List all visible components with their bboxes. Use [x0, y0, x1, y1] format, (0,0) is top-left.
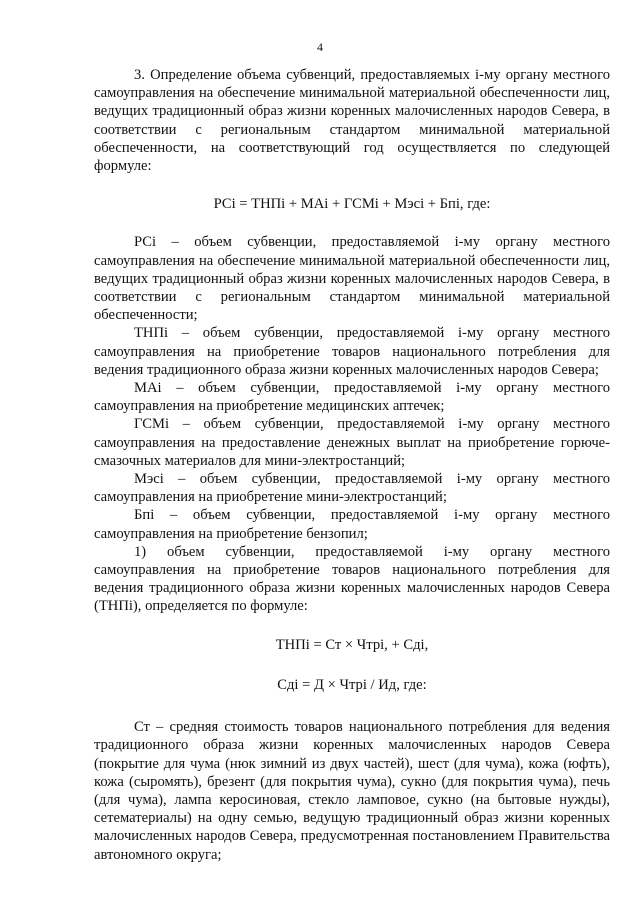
intro-paragraph: 3. Определение объема субвенций, предоставляемых i-му органу местного самоуправления на обеспечение минимальной материальной обеспеченности лиц, ведущих традиционный образ жизни коренных малочисленных народов Севера, в соответствии с региональным стандартом минимальной материальной обеспеченности, на соответствующий год осуществляется по следующей формуле:: [94, 67, 610, 175]
definition-bp: Бпi – объем субвенции, предоставляемой i-му органу местного самоуправления на приобретение бензопил;: [94, 507, 610, 542]
document-body: [94, 66, 610, 864]
formula-tnp: ТНПi = Ст × Чтрi, + Сдi,: [275, 636, 429, 653]
formula-main: РСi = ТНПi + МАi + ГСМi + Мэсi + Бпi, где:: [213, 196, 491, 213]
definition-mes: Мэсi – объем субвенции, предоставляемой i-му органу местного самоуправления на приобретение мини-электростанций;: [94, 471, 610, 506]
definition-rs: РСi – объем субвенции, предоставляемой i-му органу местного самоуправления на обеспечение минимальной материальной обеспеченности лиц, ведущих традиционный образ жизни коренных малочисленных народов Севера, в соответствии с региональным стандартом минимальной материальной обеспеченности;: [94, 234, 610, 324]
definition-gsm: ГСМi – объем субвенции, предоставляемой i-му органу местного самоуправления на предоставление денежных выплат на приобретение горюче-смазочных материалов для мини-электростанций;: [94, 416, 610, 469]
page-number: 4: [317, 40, 323, 54]
definition-st: Ст – средняя стоимость товаров национального потребления для ведения традиционного образа жизни коренных малочисленных народов Севера (покрытие для чума (нюк зимний из двух частей), шест (для чума), кожа (юфть), кожа (сыромять), брезент (для покрытия чума), сукно (для покрытия чума), печь (для чума), лампа керосиновая, стекло ламповое, сукно (на бытовые нужды), сетематериалы) на одну семью, ведущую традиционный образ жизни коренных малочисленных народов Севера, предусмотренная постановлением Правительства автономного округа;: [94, 719, 610, 863]
item-1-paragraph: 1) объем субвенции, предоставляемой i-му органу местного самоуправления на приобретение товаров национального потребления для ведения традиционного образа жизни коренных малочисленных народов Севера (ТНПi), определяется по формуле:: [94, 543, 610, 615]
definition-tnp: ТНПi – объем субвенции, предоставляемой i-му органу местного самоуправления на приобретение товаров национального потребления для ведения традиционного образа жизни коренных малочисленных народов Севера;: [94, 325, 610, 378]
definition-ma: МАi – объем субвенции, предоставляемой i-му органу местного самоуправления на приобретение медицинских аптечек;: [94, 380, 610, 415]
formula-sd: Сдi = Д × Чтрi / Ид, где:: [277, 676, 427, 693]
